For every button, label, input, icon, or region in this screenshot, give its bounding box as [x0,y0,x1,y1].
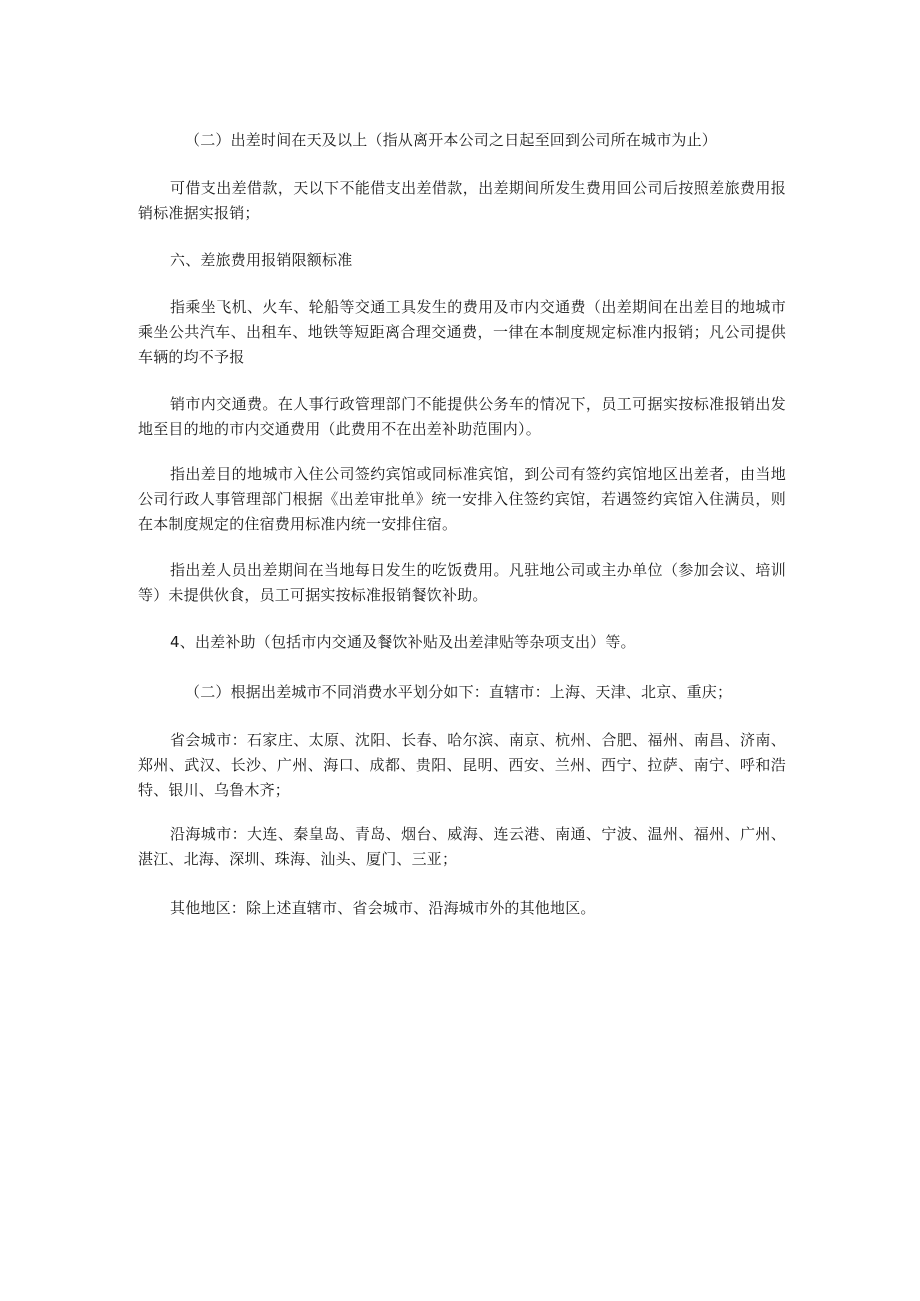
section-heading-reimbursement-limits: 六、差旅费用报销限额标准 [170,251,353,269]
paragraph-meals: 指出差人员出差期间在当地每日发生的吃饭费用。凡驻地公司或主办单位（参加会议、培训等）未提供伙食，员工可据实按标准报销餐饮补助。 [138,561,786,604]
paragraph-other-regions: 其他地区：除上述直辖市、省会城市、沿海城市外的其他地区。 [170,899,596,917]
paragraph-coastal-cities: 沿海城市：大连、秦皇岛、青岛、烟台、威海、连云港、南通、宁波、温州、福州、广州、湛江、北海、深圳、珠海、汕头、厦门、三亚； [138,825,786,868]
paragraph-advance-loan: 可借支出差借款，天以下不能借支出差借款，出差期间所发生费用回公司后按照差旅费用报销标准据实报销； [138,179,786,222]
paragraph-travel-allowance: 4、出差补助（包括市内交通及餐饮补贴及出差津贴等杂项支出）等。 [170,633,636,651]
paragraph-accommodation: 指出差目的地城市入住公司签约宾馆或同标准宾馆，到公司有签约宾馆地区出差者，由当地公司行政人事管理部门根据《出差审批单》统一安排入住签约宾馆，若遇签约宾馆入住满员，则在本制度规定的住宿费用标准内统一安排住宿。 [138,465,786,533]
paragraph-local-transport: 销市内交通费。在人事行政管理部门不能提供公务车的情况下，员工可据实按标准报销出发地至目的地的市内交通费用（此费用不在出差补助范围内）。 [138,395,786,438]
paragraph-trip-duration: （二）出差时间在天及以上（指从离开本公司之日起至回到公司所在城市为止） [185,131,718,149]
paragraph-transport-costs: 指乘坐飞机、火车、轮船等交通工具发生的费用及市内交通费（出差期间在出差目的地城市乘坐公共汽车、出租车、地铁等短距离合理交通费，一律在本制度规定标准内报销；凡公司提供车辆的均不予报 [138,298,786,366]
paragraph-city-tiers: （二）根据出差城市不同消费水平划分如下：直辖市：上海、天津、北京、重庆； [185,683,733,701]
paragraph-provincial-capitals: 省会城市：石家庄、太原、沈阳、长春、哈尔滨、南京、杭州、合肥、福州、南昌、济南、郑州、武汉、长沙、广州、海口、成都、贵阳、昆明、西安、兰州、西宁、拉萨、南宁、呼和浩特、银川、乌鲁木齐； [138,731,786,799]
